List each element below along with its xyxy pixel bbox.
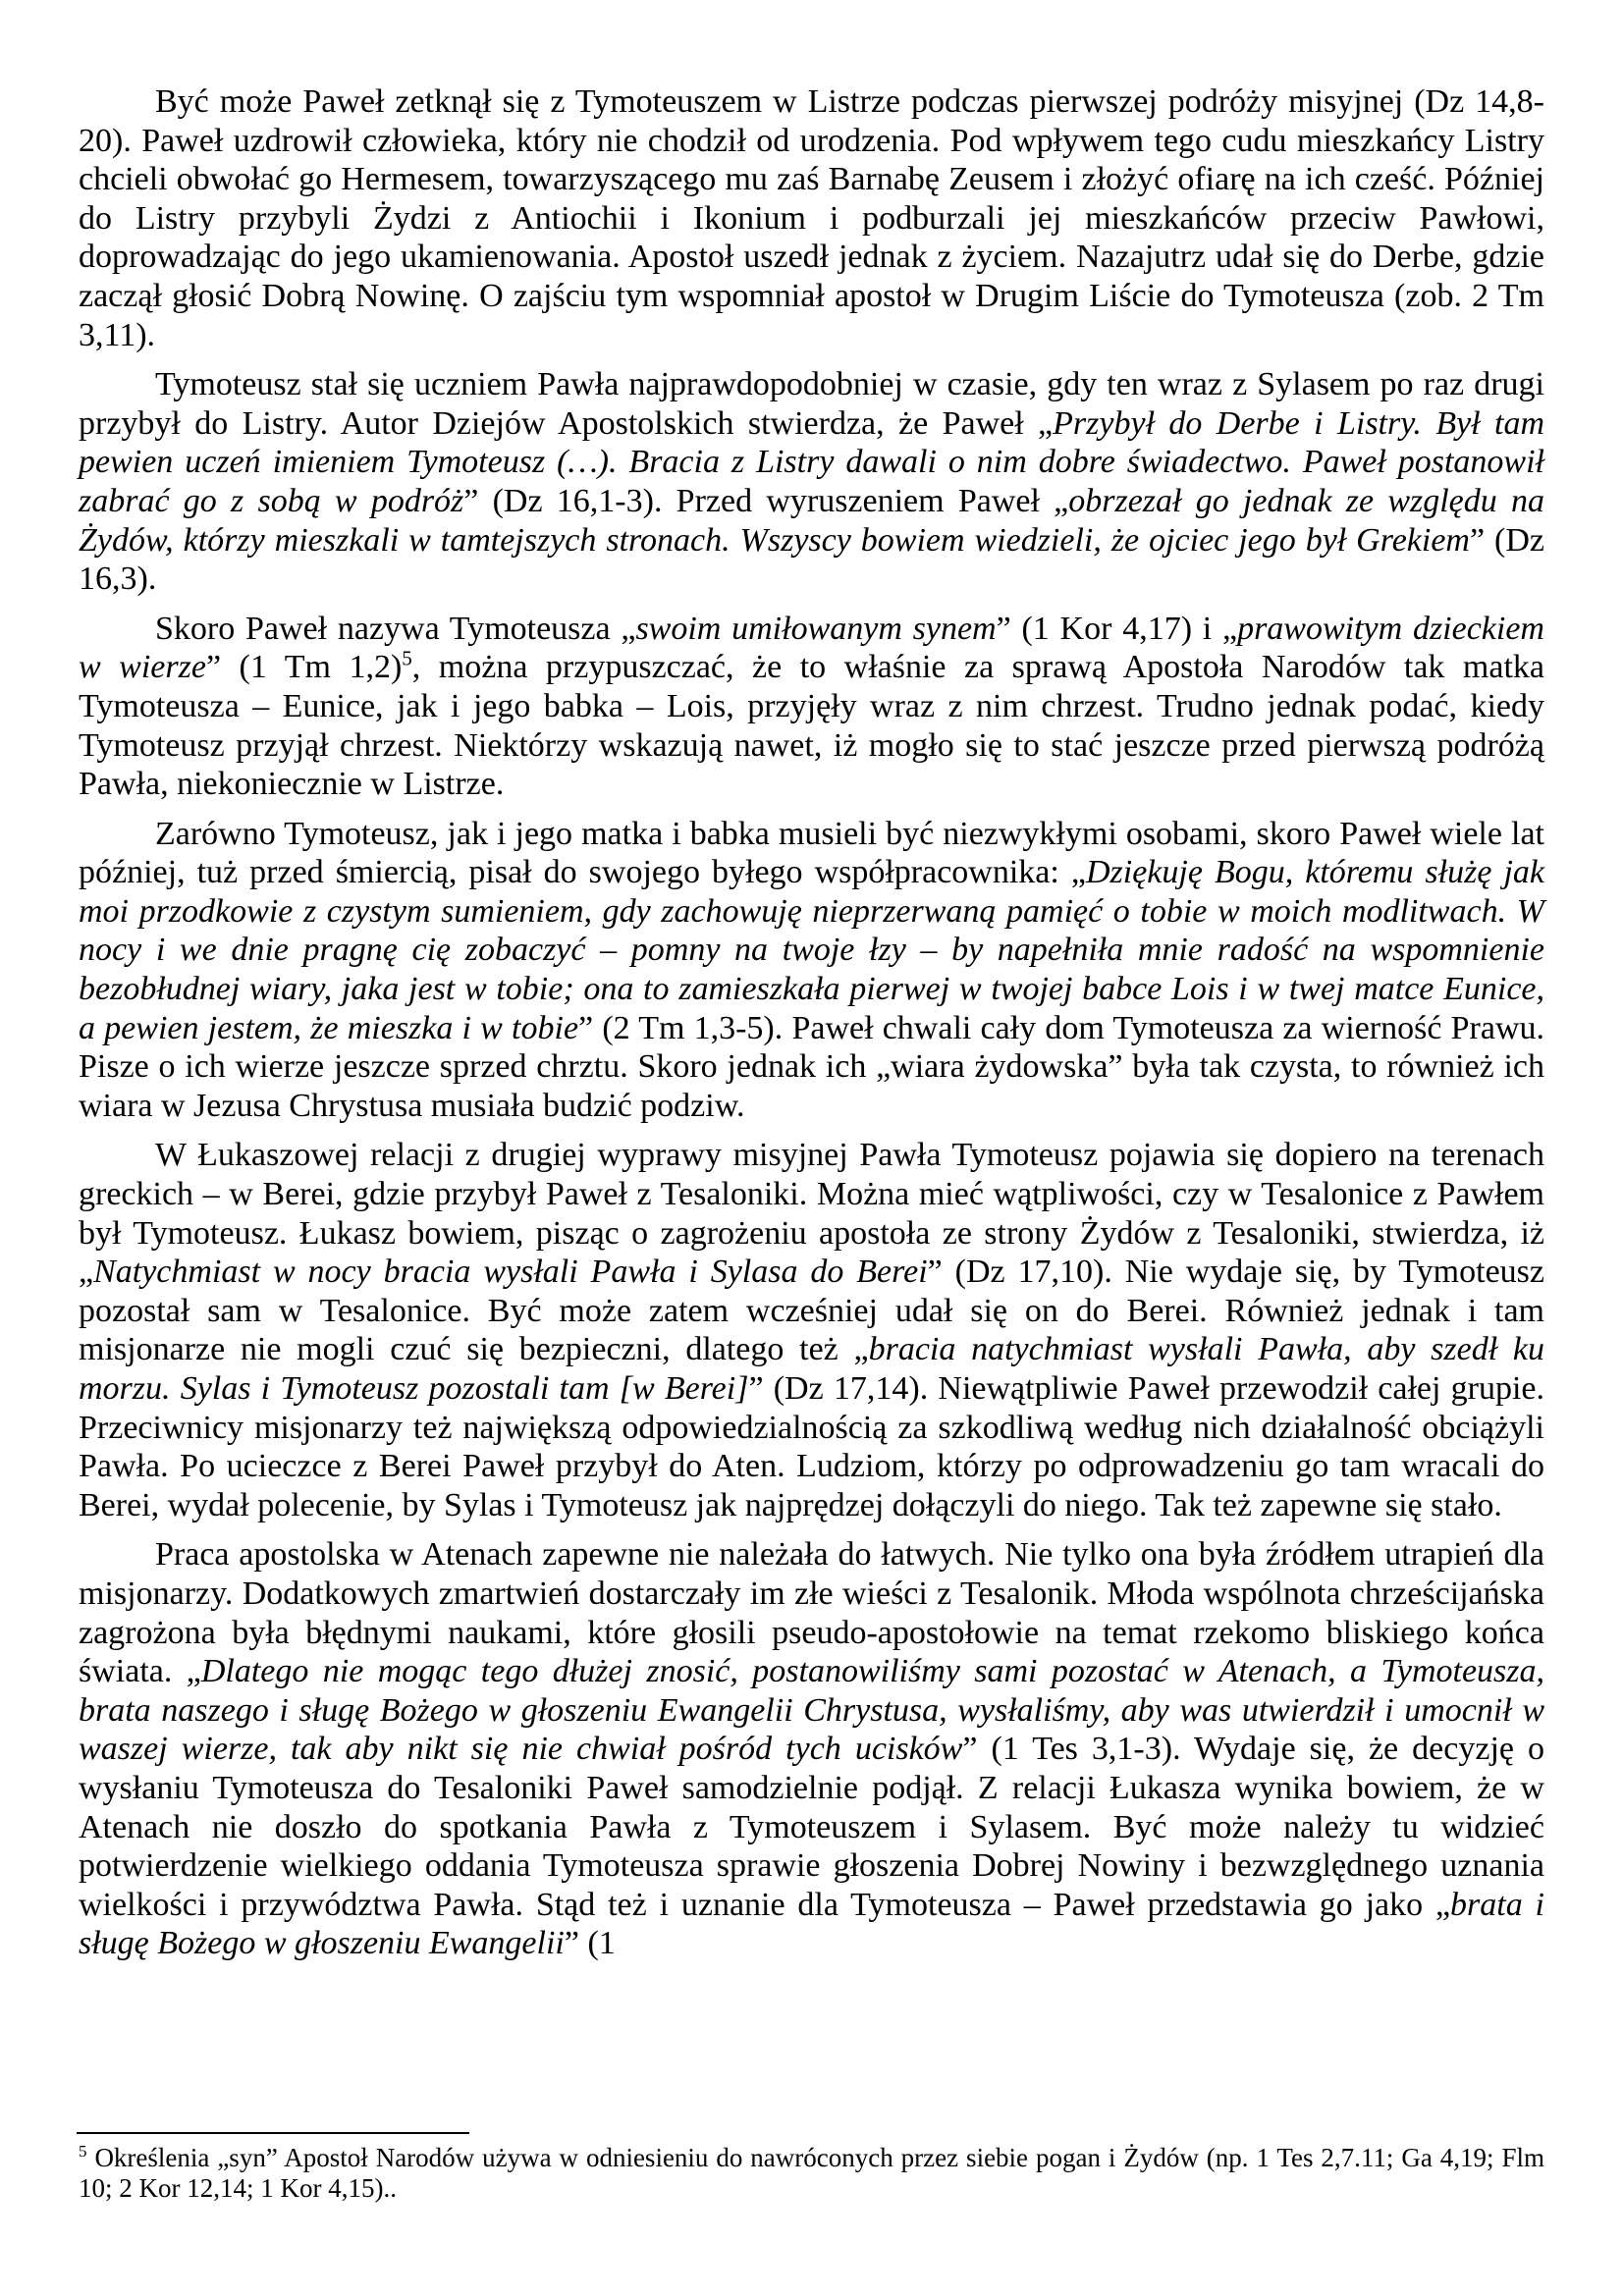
paragraph [79,815,1544,1126]
paragraph [79,1136,1544,1524]
body-text: W Łukaszowej relacji z drugiej wyprawy misyjnej Pawła Tymoteusz pojawia się dopiero na terenach greckich – w Berei, gdzie przybył Paweł z Tesaloniki. Można mieć wątpliwości, czy w Tesalonice z Pawłem był Tymoteusz. Łukasz bowiem, pisząc o zagrożeniu apostoła ze strony Żydów z Tesaloniki, stwierdza, iż „ [79,1137,1544,1291]
footnote-separator [77,2132,469,2134]
body-text: ” (Dz 17,10). Nie wydaje się, by Tymoteusz pozostał sam w Tesalonice. Być może zatem wcześniej udał się on do Berei. Również jednak i tam misjonarze nie mogli czuć się bezpieczni, dlatego też „ [79,1254,1544,1368]
body-text: ” (Dz 17,14). Niewątpliwie Paweł przewodził całej grupie. Przeciwnicy misjonarzy też największą odpowiedzialnością za szkodliwą według nich działalność obciążyli Pawła. Po ucieczce z Berei Paweł przybył do Aten. Ludziom, którzy po odprowadzeniu go tam wracali do Berei, wydał polecenie, by Sylas i Tymoteusz jak najprędzej dołączyli do niego. Tak też zapewne się stało. [79,1370,1544,1523]
body-text: Zarówno Tymoteusz, jak i jego matka i babka musieli być niezwykłymi osobami, skoro Paweł wiele lat później, tuż przed śmiercią, pisał do swojego byłego współpracownika: „ [79,815,1544,891]
footnote [79,2143,1544,2204]
footnote-marker: 5 [79,2142,87,2161]
quoted-text: Przybył do Derbe i Listry. Był tam pewien uczeń imieniem Tymoteusz (…). Bracia z Listry dawali o nim dobre świadectwo. Paweł postanowił zabrać go z sobą w podróż [79,404,1545,519]
paragraph [79,82,1544,354]
body-text: Skoro Paweł nazywa Tymoteusza „ [155,610,636,647]
body-text: , można przypuszczać, że to właśnie za sprawą Apostoła Narodów tak matka Tymoteusza – Eunice, jak i jego babka – Lois, przyjęły wraz z nim chrzest. Trudno jednak podać, kiedy Tymoteusz przyjął chrzest. Niektórzy wskazują nawet, iż mogło się to stać jeszcze przed pierwszą podróżą Pawła, niekoniecznie w Listrze. [79,649,1544,803]
footnote-reference: 5 [402,646,412,670]
quoted-text: Dziękuję Bogu, któremu służę jak moi przodkowie z czystym sumieniem, gdy zachowuję nieprzerwaną pamięć o tobie w moich modlitwach. W nocy i we dnie pragnę cię zobaczyć – pomny na twoje łzy – by napełniła mnie radość na wspomnienie bezobłudnej wiary, jaka jest w tobie; ona to zamieszkała pierwej w twojej babce Lois i w twej matce Eunice, a pewien jestem, że mieszka i w tobie [79,854,1544,1046]
quoted-text: obrzezał go jednak ze względu na Żydów, którzy mieszkali w tamtejszych stronach. Wszyscy bowiem wiedzieli, że ojciec jego był Grekiem [79,482,1544,559]
body-text: Tymoteusz stał się uczniem Pawła najprawdopodobniej w czasie, gdy ten wraz z Sylasem po raz drugi przybył do Listry. Autor Dziejów Apostolskich stwierdza, że Paweł „ [79,366,1544,442]
body-text: ” (1 [564,1925,616,1962]
body-text: Praca apostolska w Atenach zapewne nie należała do łatwych. Nie tylko ona była źródłem utrapień dla misjonarzy. Dodatkowych zmartwień dostarczały im złe wieści z Tesalonik. Młoda wspólnota chrześcijańska zagrożona była błędnymi naukami, które głosili pseudo-apostołowie na temat rzekomo bliskiego końca świata. „ [79,1536,1544,1690]
paragraph [79,610,1544,804]
footnote-text: Określenia „syn” Apostoł Narodów używa w odniesieniu do nawróconych przez siebie pogan i Żydów (np. 1 Tes 2,7.11; Ga 4,19; Flm 10; 2 Kor 12,14; 1 Kor 4,15).. [79,2143,1544,2203]
body-text: Być może Paweł zetknął się z Tymoteuszem w Listrze podczas pierwszej podróży misyjnej (Dz 14,8-20). Paweł uzdrowił człowieka, który nie chodził od urodzenia. Pod wpływem tego cudu mieszkańcy Listry chcieli obwołać go Hermesem, towarzyszącego mu zaś Barnabę Zeusem i złożyć ofiarę na ich cześć. Później do Listry przybyli Żydzi z Antiochii i Ikonium i podburzali jej mieszkańców przeciw Pawłowi, doprowadzając do jego ukamienowania. Apostoł uszedł jednak z życiem. Nazajutrz udał się do Derbe, gdzie zaczął głosić Dobrą Nowinę. O zajściu tym wspomniał apostoł w Drugim Liście do Tymoteusza (zob. 2 Tm 3,11). [79,83,1544,353]
paragraph [79,1535,1544,1963]
body-text: ” (Dz 16,3). [79,521,1544,598]
quoted-text: prawowitym dzieckiem w wierze [79,610,1544,686]
body-text: ” (1 Tes 3,1-3). Wydaje się, że decyzję o wysłaniu Tymoteusza do Tesaloniki Paweł samodzielnie podjął. Z relacji Łukasza wynika bowiem, że w Atenach nie doszło do spotkania Pawła z Tymoteuszem i Sylasem. Być może należy tu widzieć potwierdzenie wielkiego oddania Tymoteusza sprawie głoszenia Dobrej Nowiny i bezwzględnego uznania wielkości i przywództwa Pawła. Stąd też i uznanie dla Tymoteusza – Paweł przedstawia go jako „ [79,1731,1545,1923]
quoted-text: Dlatego nie mogąc tego dłużej znosić, postanowiliśmy sami pozostać w Atenach, a Tymoteusza, brata naszego i sługę Bożego w głoszeniu Ewangelii Chrystusa, wysłaliśmy, aby was utwierdził i umocnił w waszej wierze, tak aby nikt się nie chwiał pośród tych ucisków [79,1653,1544,1768]
quoted-text: brata i sługę Bożego w głoszeniu Ewangelii [79,1886,1545,1962]
quoted-text: Natychmiast w nocy bracia wysłali Pawła i Sylasa do Berei [93,1254,928,1291]
body-text: ” (1 Kor 4,17) i „ [996,610,1238,647]
quoted-text: swoim umiłowanym synem [635,610,997,647]
quoted-text: bracia natychmiast wysłali Pawła, aby szedł ku morzu. Sylas i Tymoteusz pozostali tam [w Berei] [79,1331,1544,1407]
document-body [79,82,1544,1963]
body-text: ” (2 Tm 1,3-5). Paweł chwali cały dom Tymoteusza za wierność Prawu. Pisze o ich wierze jeszcze sprzed chrztu. Skoro jednak ich „wiara żydowska” była tak czysta, to również ich wiara w Jezusa Chrystusa musiała budzić podziw. [79,1009,1545,1124]
paragraph [79,365,1544,599]
body-text: ” (Dz 16,1-3). Przed wyruszeniem Paweł „ [463,482,1069,519]
body-text: ” (1 Tm 1,2) [205,649,403,686]
